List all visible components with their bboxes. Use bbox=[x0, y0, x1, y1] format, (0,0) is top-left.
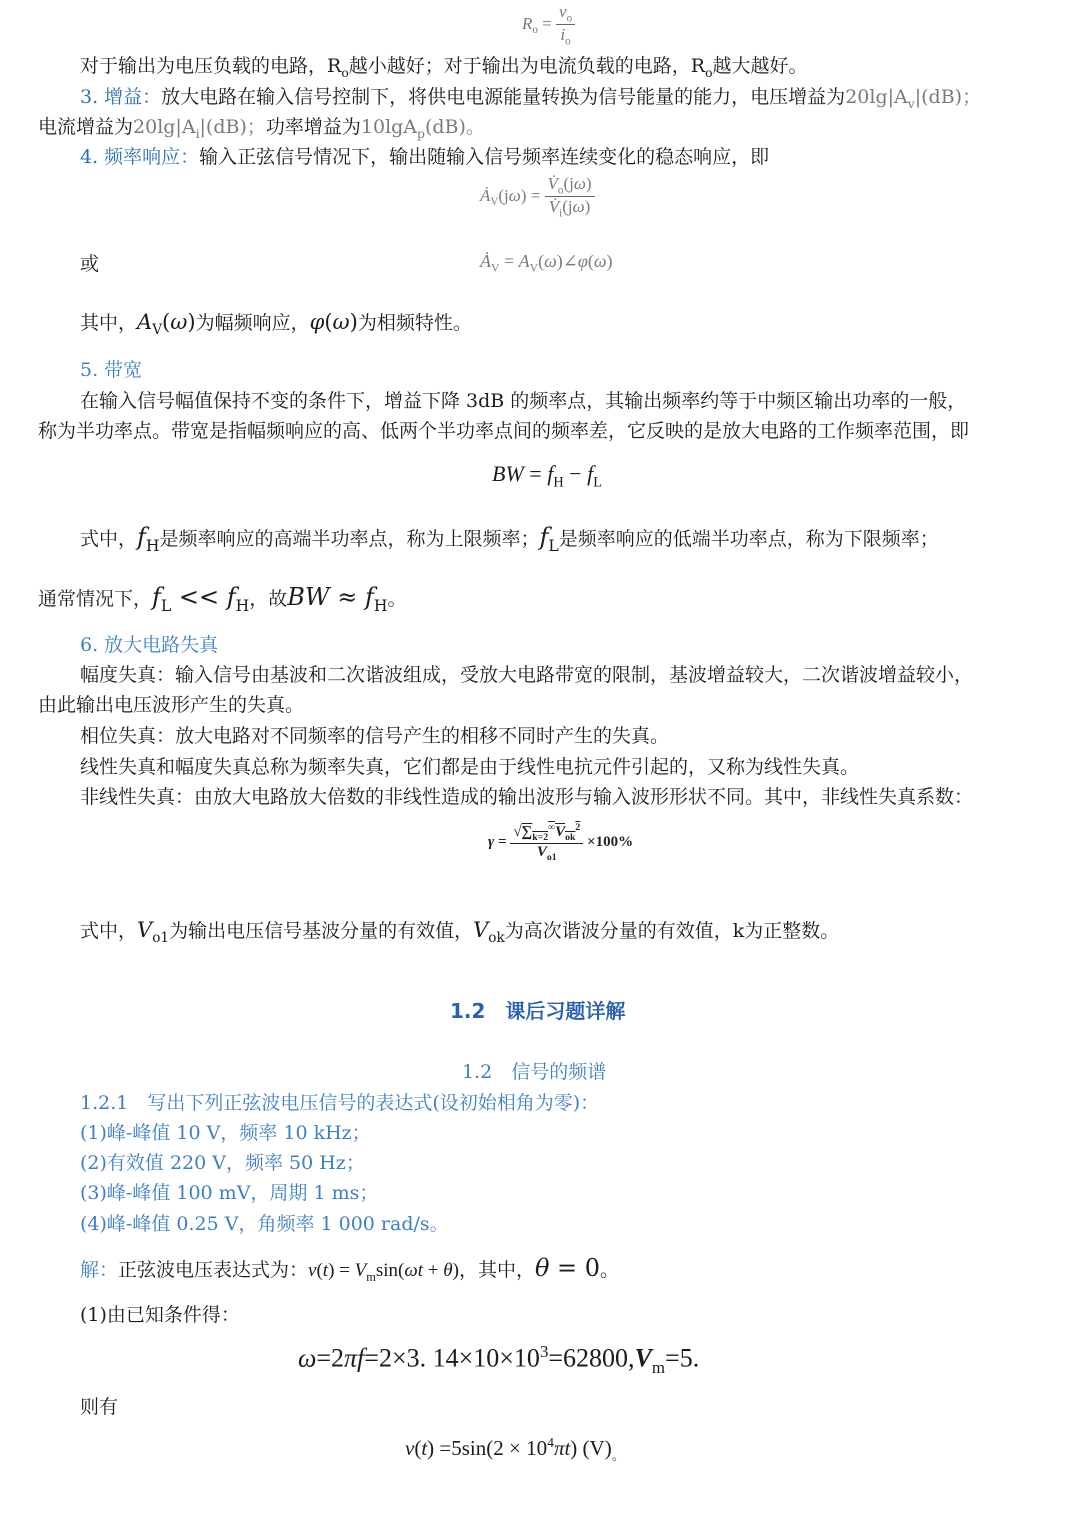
gain-line-1: 3. 增益：放大电路在输入信号控制下，将供电电源能量转换为信号能量的能力，电压增益为$20\lg|A_v|(dB)$； bbox=[80, 86, 982, 111]
bandwidth-formula: BW = $f_H - f_L$ bbox=[492, 461, 602, 491]
question-item-3: (3)峰-峰值 100 mV，周期 1 ms； bbox=[80, 1182, 379, 1204]
distortion-heading: 6. 放大电路失真 bbox=[80, 634, 219, 656]
bandwidth-paragraph-2: 称为半功率点。带宽是指幅频响应的高、低两个半功率点间的频率差，它反映的是放大电路的工作频率范围，即 bbox=[38, 420, 970, 442]
distortion-paragraph-3: 相位失真：放大电路对不同频率的信号产生的相移不同时产生的失真。 bbox=[80, 725, 670, 747]
gain-line-2: 电流增益为$20\lg|A_i|(dB)$；功率增益为10lgA$_p$(dB)。 bbox=[38, 116, 485, 141]
frequency-response-formula: $Ȧ_V(j\omega)$ = $\frac{V̇_o(j\omega)}{V̇_i(j\omega)}$ bbox=[480, 174, 595, 220]
thd-formula: γ = $\frac{√\sum_{k=2}^\infty V_{ok}^2}{V_{o1}}$ ×100% bbox=[488, 822, 634, 863]
distortion-paragraph-4: 线性失真和幅度失真总称为频率失真，它们都是由于线性电抗元件引起的，又称为线性失真。 bbox=[80, 756, 860, 778]
subsection-title: 1.2 信号的频谱 bbox=[462, 1061, 607, 1083]
polar-form-formula: $Ȧ_V$ = $A_V(\omega)\angle\varphi(\omega)$ bbox=[480, 251, 613, 275]
frequency-where-line: 其中，$A_V(\omega)$为幅频响应，φ(ω)为相频特性。 bbox=[80, 310, 472, 339]
section-title: 1.2 课后习题详解 bbox=[450, 999, 626, 1023]
bandwidth-paragraph-1: 在输入信号幅值保持不变的条件下，增益下降 3dB 的频率点，其输出频率约等于中频区输出功率的一般， bbox=[80, 390, 967, 412]
frequency-response-heading: 4. 频率响应： bbox=[80, 146, 200, 168]
bandwidth-heading: 5. 带宽 bbox=[80, 359, 143, 381]
then-label: 则有 bbox=[80, 1396, 119, 1418]
solution-heading: 解： bbox=[80, 1259, 119, 1281]
distortion-paragraph-1: 幅度失真：输入信号由基波和二次谐波组成，受放大电路带宽的限制，基波增益较大，二次谐波增益较小， bbox=[80, 664, 974, 686]
gain-heading: 3. 增益： bbox=[80, 86, 162, 108]
result-formula: $v(t) =5\sin(2 \times 10^4\pi t)$ $(V)_。$ bbox=[405, 1435, 626, 1464]
output-load-paragraph: 对于输出为电压负载的电路，$R_o$越小越好；对于输出为电流负载的电路，$R_o$越大越好。 bbox=[80, 55, 808, 80]
output-resistance-formula: $R_o$ = $\frac{v_o}{i_o}$ bbox=[522, 2, 575, 48]
step-1-intro: (1)由已知条件得： bbox=[80, 1304, 240, 1326]
or-label: 或 bbox=[80, 253, 100, 275]
distortion-paragraph-2: 由此输出电压波形产生的失真。 bbox=[38, 694, 305, 716]
question-1-2-1: 1.2.1 写出下列正弦波电压信号的表达式(设初始相角为零)： bbox=[80, 1092, 600, 1114]
distortion-paragraph-5: 非线性失真：由放大电路放大倍数的非线性造成的输出波形与输入波形形状不同。其中，非线性失真系数： bbox=[80, 786, 974, 808]
omega-calculation: ω=2πf=2×3. $14\times 10\times 10^3=62800,V_m=5$. bbox=[298, 1342, 700, 1377]
question-item-4: (4)峰-峰值 0.25 V，角频率 1 000 rad/s。 bbox=[80, 1213, 449, 1235]
frequency-response-line: 4. 频率响应：输入正弦信号情况下，输出随输入信号频率连续变化的稳态响应，即 bbox=[80, 146, 770, 168]
bandwidth-usual-line: 通常情况下，$f_L << f_H$，故BW ≈ $f_H$。 bbox=[38, 583, 407, 615]
solution-line: 解：正弦波电压表达式为：$v(t) = V_m\sin(\omega t + \theta)$，其中，θ = 0。 bbox=[80, 1254, 620, 1284]
question-item-2: (2)有效值 220 V，频率 50 Hz； bbox=[80, 1152, 365, 1174]
distortion-where-line: 式中，$V_{o1}$为输出电压信号基波分量的有效值，$V_{ok}$为高次谐波分量的有效值，k为正整数。 bbox=[80, 918, 840, 947]
question-item-1: (1)峰-峰值 10 V，频率 10 kHz； bbox=[80, 1122, 371, 1144]
bandwidth-where-line: 式中，$f_H$是频率响应的高端半功率点，称为上限频率；$f_L$是频率响应的低端半功率点，称为下限频率； bbox=[80, 523, 939, 555]
